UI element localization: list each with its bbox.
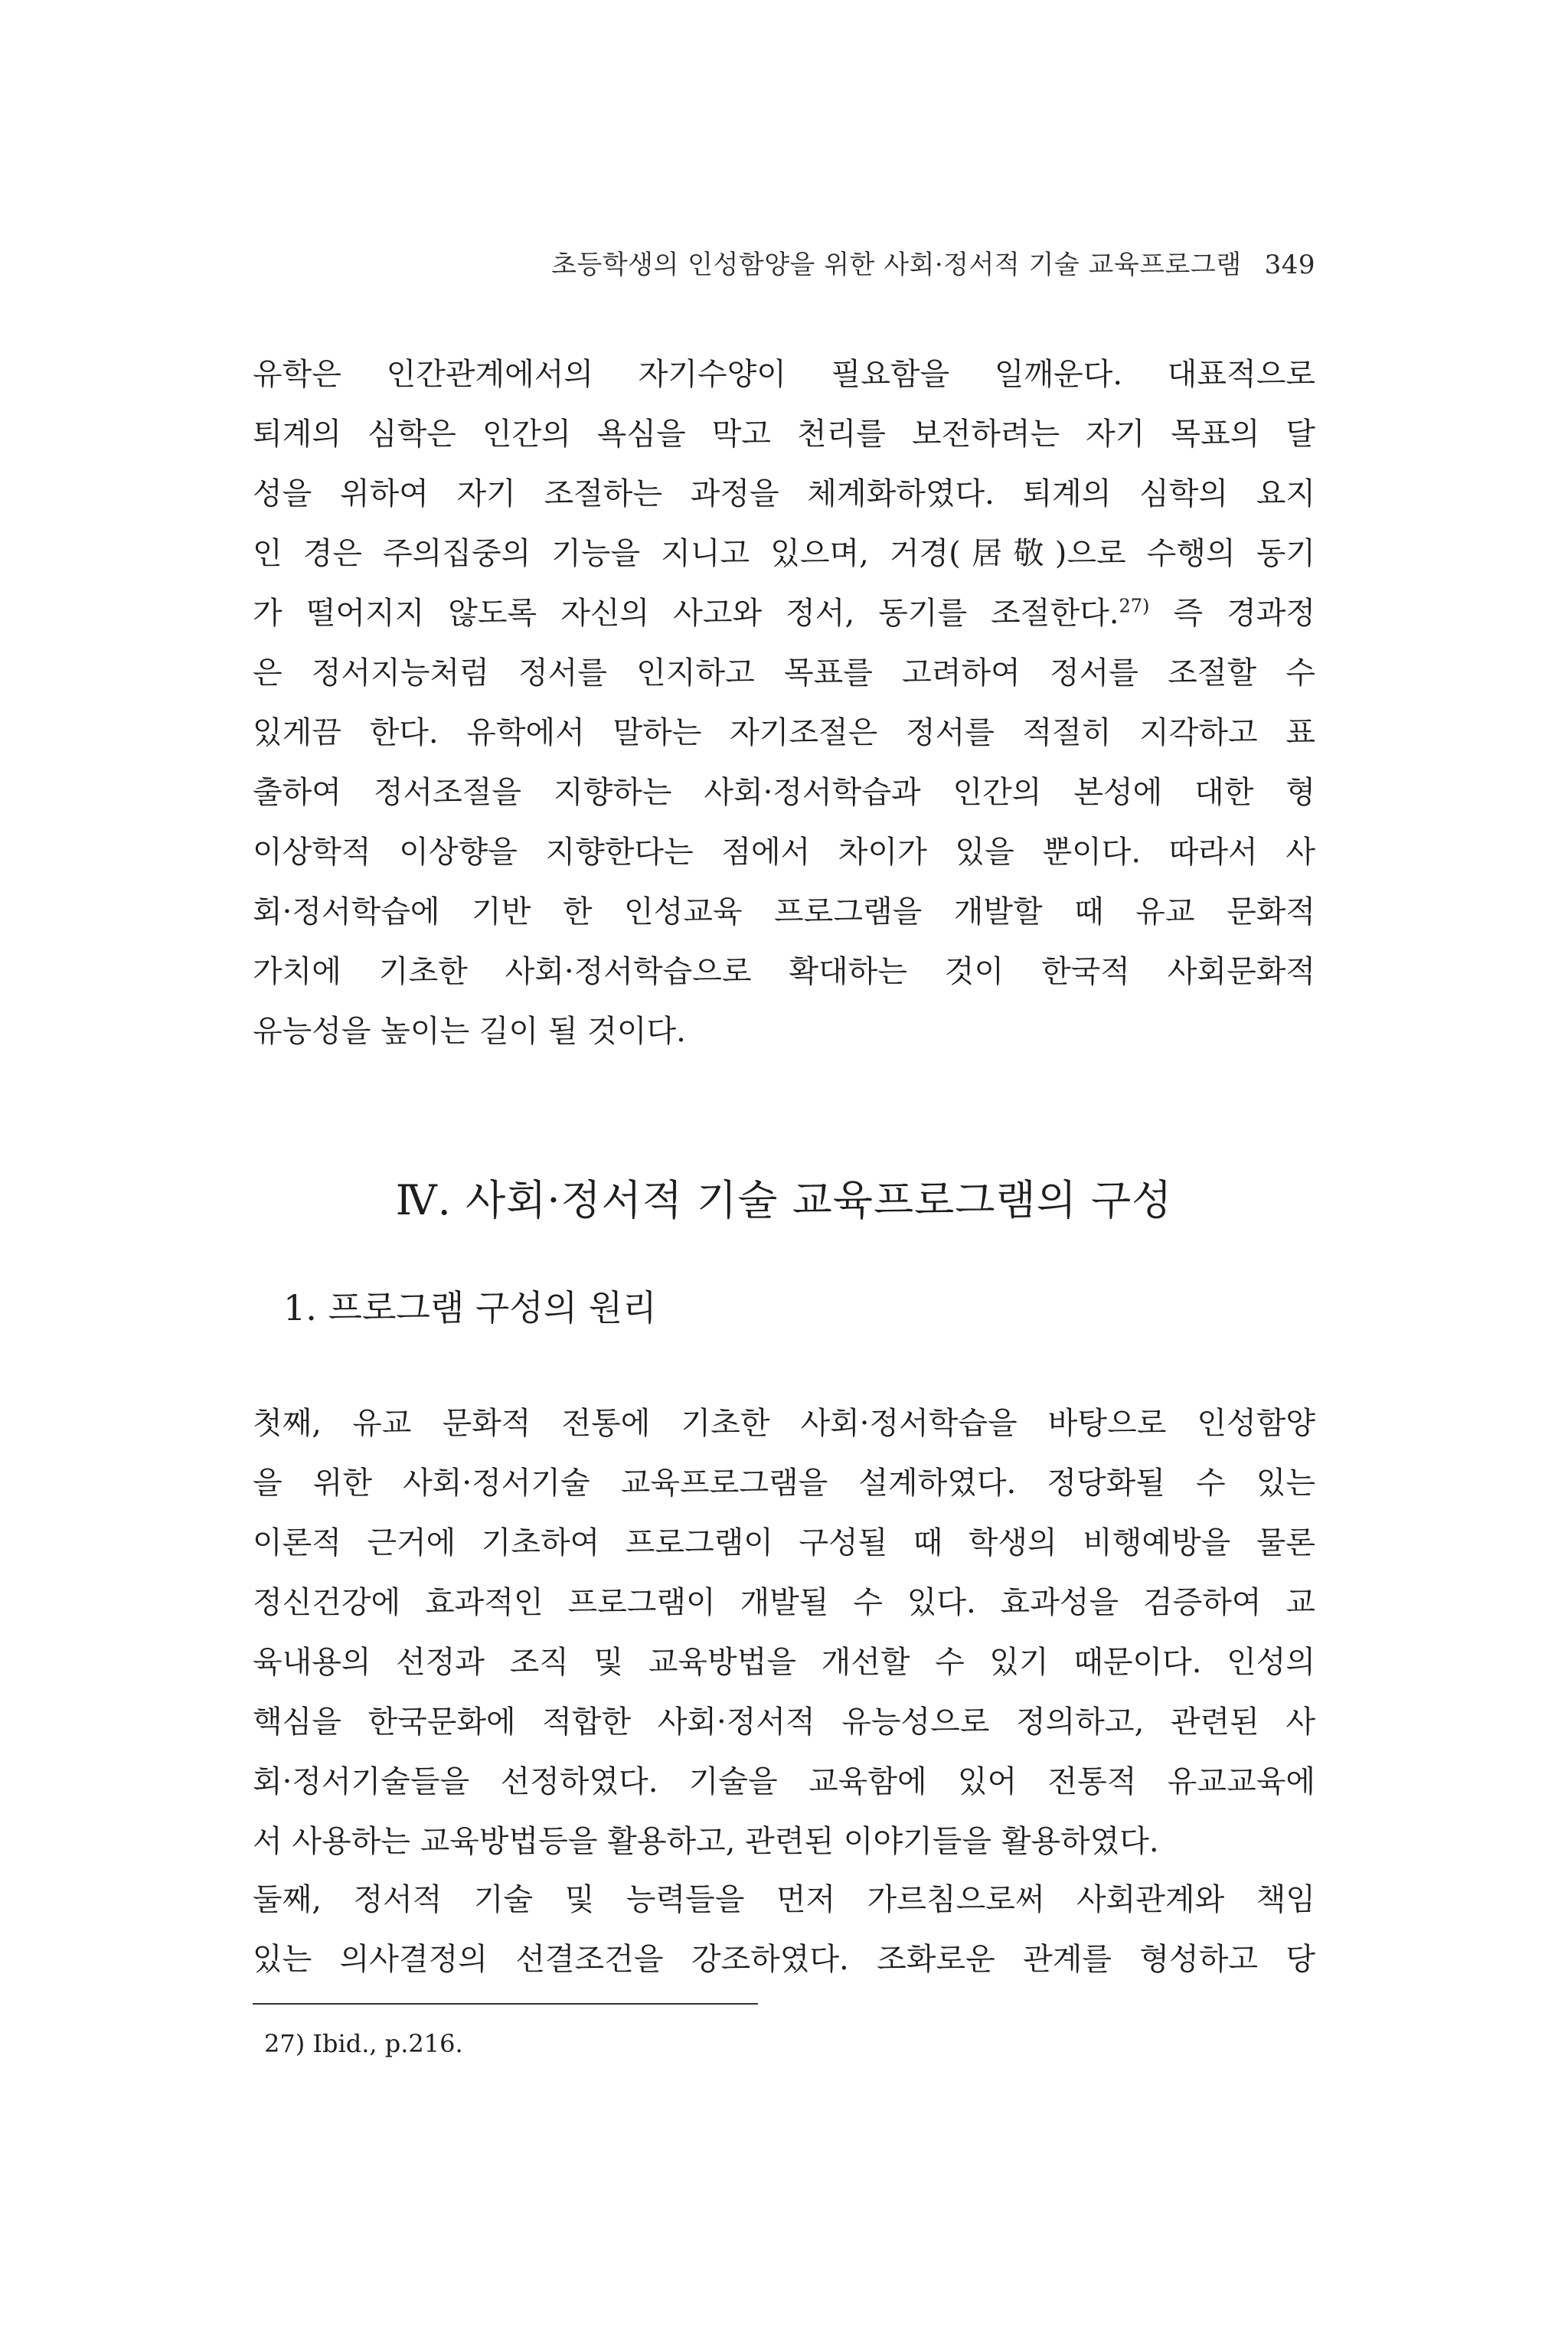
text-line: 가치에 기초한 사회·정서학습으로 확대하는 것이 한국적 사회문화적 bbox=[253, 954, 1315, 989]
footnote-27: 27) Ibid., p.216. bbox=[264, 2029, 463, 2058]
text-line: 육내용의 선정과 조직 및 교육방법을 개선할 수 있기 때문이다. 인성의 bbox=[253, 1645, 1315, 1680]
paragraph-1 bbox=[253, 345, 1315, 1061]
page-number: 349 bbox=[1264, 250, 1315, 280]
text-line: 회·정서기술들을 선정하였다. 기술을 교육함에 있어 전통적 유교교육에 bbox=[253, 1764, 1315, 1799]
text-line: 유학은 인간관계에서의 자기수양이 필요함을 일깨운다. 대표적으로 bbox=[253, 357, 1315, 392]
text-line: 유능성을 높이는 길이 될 것이다. bbox=[253, 1014, 686, 1049]
running-header bbox=[551, 243, 1315, 281]
text-line: 핵심을 한국문화에 적합한 사회·정서적 유능성으로 정의하고, 관련된 사 bbox=[253, 1704, 1315, 1740]
text-line: 서 사용하는 교육방법등을 활용하고, 관련된 이야기들을 활용하였다. bbox=[253, 1824, 1159, 1859]
sub-heading: 1. 프로그램 구성의 원리 bbox=[283, 1287, 657, 1328]
running-header-title: 초등학생의 인성함양을 위한 사회·정서적 기술 교육프로그램 bbox=[551, 250, 1242, 280]
paragraph-2 bbox=[253, 1394, 1315, 1871]
text-line-segment: 즉 경과정 bbox=[1149, 596, 1315, 631]
text-line: 성을 위하여 자기 조절하는 과정을 체계화하였다. 퇴계의 심학의 요지 bbox=[253, 476, 1315, 511]
text-line-segment: 가 떨어지지 않도록 자신의 사고와 정서, 동기를 조절한다. bbox=[253, 596, 1119, 631]
text-line: 출하여 정서조절을 지향하는 사회·정서학습과 인간의 본성에 대한 형 bbox=[253, 775, 1315, 810]
text-line: 있는 의사결정의 선결조건을 강조하였다. 조화로운 관계를 형성하고 당 bbox=[253, 1942, 1315, 1977]
text-line: 회·정서학습에 기반 한 인성교육 프로그램을 개발할 때 유교 문화적 bbox=[253, 894, 1315, 930]
footnote-divider bbox=[253, 2003, 758, 2005]
text-line: 퇴계의 심학은 인간의 욕심을 막고 천리를 보전하려는 자기 목표의 달 bbox=[253, 417, 1315, 452]
paragraph-3 bbox=[253, 1870, 1315, 1989]
text-line: 이상학적 이상향을 지향한다는 점에서 차이가 있을 뿐이다. 따라서 사 bbox=[253, 835, 1315, 870]
section-heading: Ⅳ. 사회·정서적 기술 교육프로그램의 구성 bbox=[395, 1176, 1173, 1224]
text-line: 을 위한 사회·정서기술 교육프로그램을 설계하였다. 정당화될 수 있는 bbox=[253, 1466, 1315, 1501]
text-line: 이론적 근거에 기초하여 프로그램이 구성될 때 학생의 비행예방을 물론 bbox=[253, 1525, 1315, 1560]
text-line: 있게끔 한다. 유학에서 말하는 자기조절은 정서를 적절히 지각하고 표 bbox=[253, 715, 1315, 750]
text-line: 첫째, 유교 문화적 전통에 기초한 사회·정서학습을 바탕으로 인성함양 bbox=[253, 1406, 1315, 1441]
text-line-with-footnote bbox=[253, 583, 1315, 643]
footnote-ref[interactable]: 27) bbox=[1119, 595, 1150, 617]
text-line: 인 경은 주의집중의 기능을 지니고 있으며, 거경(居敬)으로 수행의 동기 bbox=[253, 536, 1315, 571]
text-line: 정신건강에 효과적인 프로그램이 개발될 수 있다. 효과성을 검증하여 교 bbox=[253, 1585, 1315, 1620]
text-line: 은 정서지능처럼 정서를 인지하고 목표를 고려하여 정서를 조절할 수 bbox=[253, 655, 1315, 691]
text-line: 둘째, 정서적 기술 및 능력들을 먼저 가르침으로써 사회관계와 책임 bbox=[253, 1882, 1315, 1917]
